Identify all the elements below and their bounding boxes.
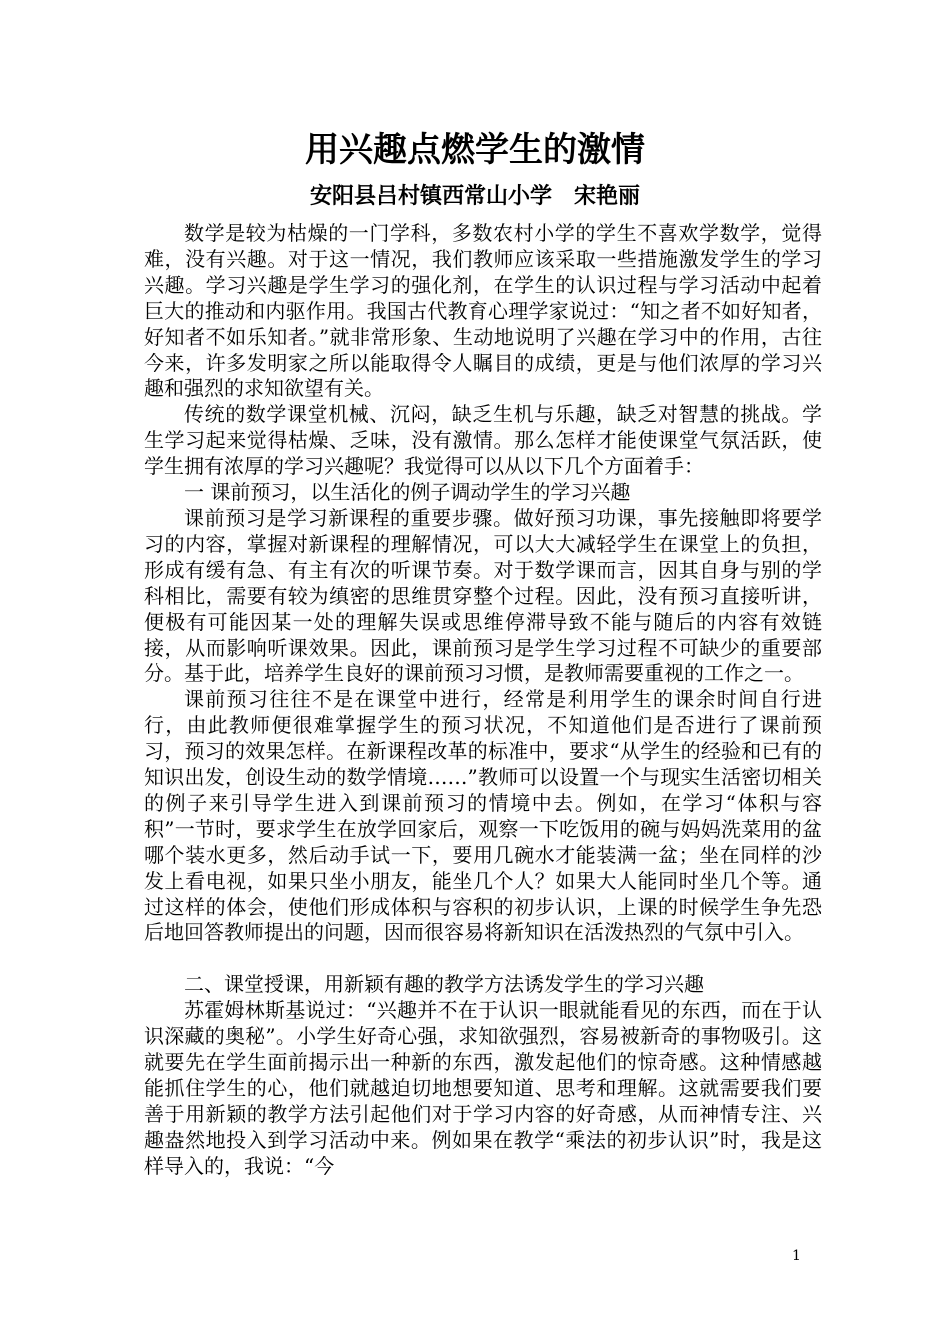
paragraph-teaching-methods: 苏霍姆林斯基说过：“兴趣并不在于认识一眼就能看见的东西，而在于认识深藏的奥秘”。小学生好奇心强，求知欲强烈，容易被新奇的事物吸引。这就要先在学生面前揭示出一种新的东西，激发起他们的惊奇感。这种情感越能抓住学生的心，他们就越迫切地想要知道、思考和理解。这就需要我们要善于用新颖的教学方法引起他们对于学习内容的好奇感，从而神情专注、兴趣盎然地投入到学习活动中来。例如果在教学“乘法的初步认识”时，我是这样导入的，我说：“今: [144, 998, 822, 1178]
author-byline: 安阳县吕村镇西常山小学 宋艳丽: [309, 184, 640, 209]
page-number: 1: [792, 1248, 801, 1264]
document-title: 用兴趣点燃学生的激情: [305, 130, 645, 170]
section-heading-preview: 一 课前预习，以生活化的例子调动学生的学习兴趣: [184, 480, 631, 505]
document-body: [144, 221, 822, 1180]
paragraph-traditional-class: 传统的数学课堂机械、沉闷，缺乏生机与乐趣，缺乏对智慧的挑战。学生学习起来觉得枯燥、乏味，没有激情。那么怎样才能使课堂气氛活跃，使学生拥有浓厚的学习兴趣呢？我觉得可以从以下几个方面着手：: [144, 402, 822, 479]
paragraph-preview-importance: 课前预习是学习新课程的重要步骤。做好预习功课，事先接触即将要学习的内容，掌握对新课程的理解情况，可以大大减轻学生在课堂上的负担，形成有缓有急、有主有次的听课节奏。对于数学课而言，因其自身与别的学科相比，需要有较为缜密的思维贯穿整个过程。因此，没有预习直接听讲，便极有可能因某一处的理解失误或思维停滞导致不能与随后的内容有效链接，从而影响听课效果。因此，课前预习是学生学习过程不可缺少的重要部分。基于此，培养学生良好的课前预习习惯，是教师需要重视的工作之一。: [144, 505, 822, 686]
paragraph-intro: 数学是较为枯燥的一门学科，多数农村小学的学生不喜欢学数学，觉得难，没有兴趣。对于这一情况，我们教师应该采取一些措施激发学生的学习兴趣。学习兴趣是学生学习的强化剂，在学生的认识过程与学习活动中起着巨大的推动和内驱作用。我国古代教育心理学家说过：“知之者不如好知者，好知者不如乐知者。”就非常形象、生动地说明了兴趣在学习中的作用，古往今来，许多发明家之所以能取得令人瞩目的成绩，更是与他们浓厚的学习兴趣和强烈的求知欲望有关。: [144, 221, 822, 401]
section-heading-teaching: 二、课堂授课，用新颖有趣的教学方法诱发学生的学习兴趣: [184, 972, 704, 997]
paragraph-preview-example: 课前预习往往不是在课堂中进行，经常是利用学生的课余时间自行进行，由此教师便很难掌握学生的预习状况，不知道他们是否进行了课前预习，预习的效果怎样。在新课程改革的标准中，要求“从学生的经验和已有的知识出发，创设生动的数学情境……”教师可以设置一个与现实生活密切相关的例子来引导学生进入到课前预习的情境中去。例如，在学习“体积与容积”一节时，要求学生在放学回家后，观察一下吃饭用的碗与妈妈洗菜用的盆哪个装水更多，然后动手试一下，要用几碗水才能装满一盆；坐在同样的沙发上看电视，如果只坐小朋友，能坐几个人？如果大人能同时坐几个等。通过这样的体会，使他们形成体积与容积的初步认识，上课的时候学生争先恐后地回答教师提出的问题，因而很容易将新知识在活泼热烈的气氛中引入。: [144, 687, 822, 945]
blank-line: [144, 946, 822, 972]
